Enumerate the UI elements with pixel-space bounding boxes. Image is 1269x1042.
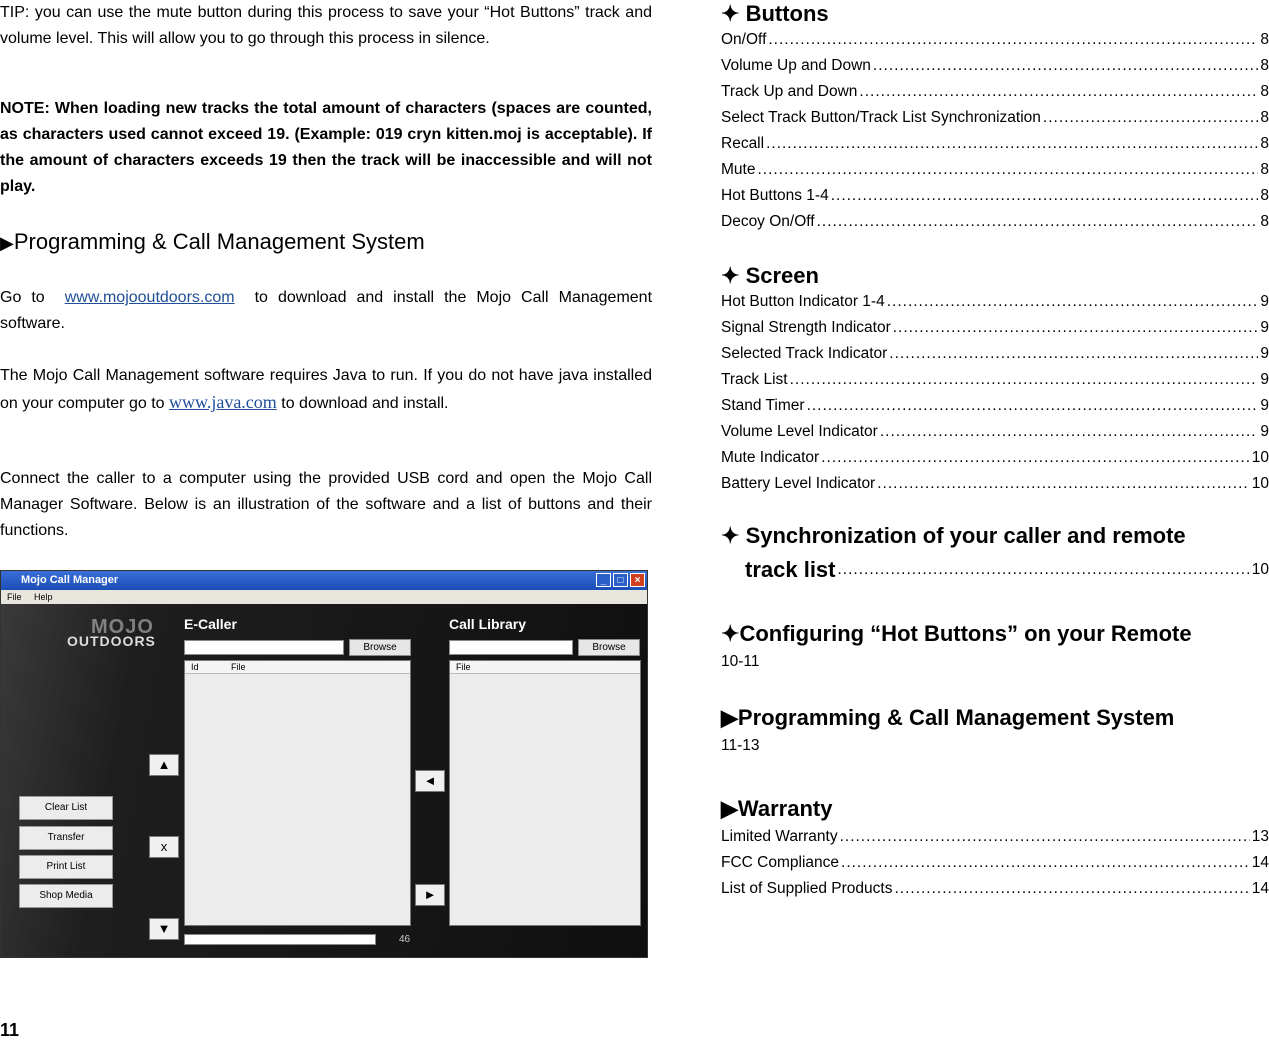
star-icon: ✦ [721,1,740,26]
transfer-button: Transfer [19,826,113,850]
dot-leader [889,342,1258,366]
star-icon: ✦ [721,621,740,646]
toc-page: 9 [1260,293,1269,310]
toc-sync-heading [721,522,1186,550]
toc-row[interactable] [721,368,1269,392]
toc-page: 8 [1260,187,1269,204]
window-titlebar [1,571,647,590]
toc-label: On/Off [721,31,767,48]
toc-page: 9 [1260,319,1269,336]
toc-hot-heading [721,620,1192,648]
ecaller-label: E-Caller [184,616,237,632]
col-id: Id [191,662,199,672]
java-pre: The Mojo Call Management software requires Java to run. If you do not have java installed on your computer go to [0,367,652,412]
toc-sync-title-2: track list [745,557,836,582]
toc-page: 9 [1260,423,1269,440]
dot-leader [841,851,1250,875]
move-up-icon: ▲ [149,754,179,776]
toc-hot-row[interactable] [721,650,1269,674]
section-heading [0,228,425,257]
toc-label: Hot Buttons 1-4 [721,187,829,204]
dot-leader [840,825,1250,849]
toc-buttons-title: Buttons [745,1,829,26]
app-panel [1,604,647,957]
toc-row[interactable] [721,394,1269,418]
delete-icon: x [149,836,179,858]
col-file: File [231,662,246,672]
dot-leader [831,184,1259,208]
minimize-icon: _ [596,573,611,587]
dot-leader [1043,106,1258,130]
toc-prog-row[interactable] [721,734,1269,758]
transfer-right-icon: ► [415,884,445,906]
toc-label: Select Track Button/Track List Synchronization [721,109,1041,126]
toc-row[interactable] [721,54,1269,78]
toc-row[interactable] [721,80,1269,104]
java-post: to download and install. [281,395,449,412]
dot-leader [877,472,1250,496]
toc-row[interactable] [721,158,1269,182]
maximize-icon: □ [613,573,628,587]
toc-page: 10 [1251,475,1269,492]
toc-label: Hot Button Indicator 1-4 [721,293,885,310]
logo-line2: OUTDOORS [67,633,156,649]
java-website-link[interactable]: www.java.com [169,392,277,412]
toc-page: 9 [1260,397,1269,414]
dot-leader [807,394,1259,418]
toc-screen-title: Screen [745,263,819,288]
toc-row[interactable] [721,851,1269,875]
toc-page: 9 [1260,345,1269,362]
window-title: Mojo Call Manager [21,574,119,586]
toc-label: Recall [721,135,765,152]
library-label: Call Library [449,616,527,632]
toc-page: 8 [1260,135,1269,152]
dot-leader [859,80,1258,104]
library-col-file: File [456,662,471,672]
toc-page: 14 [1251,854,1269,871]
library-path-field [449,640,573,655]
library-browse-button: Browse [578,639,640,656]
dot-leader [757,158,1258,182]
star-icon: ✦ [721,263,740,288]
toc-label: Battery Level Indicator [721,475,876,492]
triangle-icon: ▶ [721,796,738,821]
toc-row[interactable] [721,28,1269,52]
page-number: 11 [0,1020,20,1040]
toc-label: Track List [721,371,788,388]
toc-label: Limited Warranty [721,828,838,845]
toc-page: 8 [1260,213,1269,230]
toc-page: 8 [1260,161,1269,178]
toc-label: Volume Level Indicator [721,423,878,440]
toc-label: Signal Strength Indicator [721,319,891,336]
ecaller-list [184,660,411,926]
toc-label: List of Supplied Products [721,880,893,897]
dot-leader [893,316,1259,340]
star-icon: ✦ [721,523,740,548]
dot-leader [821,446,1250,470]
goto-paragraph [0,285,652,337]
goto-post: to download and install the Mojo Call Management software. [0,289,653,332]
toc-row[interactable] [721,106,1269,130]
toc-page: 10 [1251,561,1269,578]
print-list-button: Print List [19,855,113,879]
toc-label: Stand Timer [721,397,805,414]
toc-row[interactable] [721,132,1269,156]
toc-row[interactable] [721,316,1269,340]
dot-leader [894,877,1249,901]
dot-leader [873,54,1258,78]
toc-label: Decoy On/Off [721,213,815,230]
shop-media-button: Shop Media [19,884,113,908]
toc-label: Selected Track Indicator [721,345,888,362]
toc-sync-title-1: Synchronization of your caller and remote [745,523,1186,548]
mojo-logo [11,616,156,649]
toc-page: 8 [1260,57,1269,74]
toc-label: FCC Compliance [721,854,840,871]
close-icon: × [630,573,645,587]
toc-page: 14 [1251,880,1269,897]
toc-prog-heading [721,704,1174,732]
transfer-left-icon: ◄ [415,770,445,792]
software-screenshot [0,570,648,958]
toc-page: 11-13 [721,737,760,754]
toc-label: Track Up and Down [721,83,858,100]
mojo-website-link[interactable]: www.mojooutdoors.com [64,289,235,306]
toc-page: 8 [1260,109,1269,126]
note-paragraph: NOTE: When loading new tracks the total amount of characters (spaces are counted, as characters used cannot exceed 19. (Example: 019 cryn kitten.moj is acceptable). If the amount of characters exceeds 19 then the track will be inaccessible and will not play. [0,100,652,195]
toc-page: 10-11 [721,653,760,670]
toc-warranty-title: Warranty [737,796,833,821]
toc-page: 10 [1251,449,1269,466]
library-list [449,660,641,926]
ecaller-list-header [185,661,410,674]
ecaller-browse-button: Browse [349,639,411,656]
logo-line1: MOJO [91,616,154,638]
dot-leader [766,132,1258,156]
menu-file: File [7,592,22,602]
dot-leader [880,420,1259,444]
toc-row[interactable] [721,184,1269,208]
toc-row[interactable] [721,825,1269,849]
ecaller-path-field [184,640,344,655]
toc-label: Volume Up and Down [721,57,871,74]
track-counter: 46 [399,934,411,945]
goto-pre: Go to [0,289,45,306]
toc-page: 8 [1260,83,1269,100]
toc-page: 9 [1260,371,1269,388]
dot-leader [817,210,1259,234]
toc-row[interactable] [721,472,1269,496]
toc-page: 13 [1251,828,1269,845]
java-paragraph [0,363,652,417]
tip-paragraph: TIP: you can use the mute button during this process to save your “Hot Buttons” track and volume level. This will allow you to go through this process in silence. [0,4,652,47]
toc-label: Mute [721,161,756,178]
heading-text: Programming & Call Management System [13,229,425,254]
toc-row[interactable] [721,420,1269,444]
move-down-icon: ▼ [149,918,179,940]
toc-buttons-heading [721,0,829,28]
dot-leader [838,558,1250,582]
toc-screen-heading [721,262,819,290]
toc-row[interactable] [721,446,1269,470]
connect-paragraph: Connect the caller to a computer using the provided USB cord and open the Mojo Call Manager Software. Below is an illustration of the software and a list of buttons and their functions. [0,470,652,539]
dot-leader [887,290,1259,314]
toc-hot-title: Configuring “Hot Buttons” on your Remote [739,621,1192,646]
triangle-icon: ▶ [721,705,738,730]
library-list-header [450,661,640,674]
window-menubar [1,590,647,604]
toc-warranty-heading [721,795,832,823]
clear-list-button: Clear List [19,796,113,820]
progress-bar [184,934,376,945]
toc-page: 8 [1260,31,1269,48]
toc-label: Mute Indicator [721,449,820,466]
toc-row[interactable] [721,290,1269,314]
toc-row[interactable] [721,877,1269,901]
triangle-icon: ▶ [0,233,14,253]
toc-row[interactable] [721,342,1269,366]
toc-prog-title: Programming & Call Management System [737,705,1175,730]
dot-leader [768,28,1258,52]
toc-sync-row[interactable] [721,558,1269,582]
menu-help: Help [34,592,53,602]
dot-leader [790,368,1259,392]
toc-row[interactable] [721,210,1269,234]
